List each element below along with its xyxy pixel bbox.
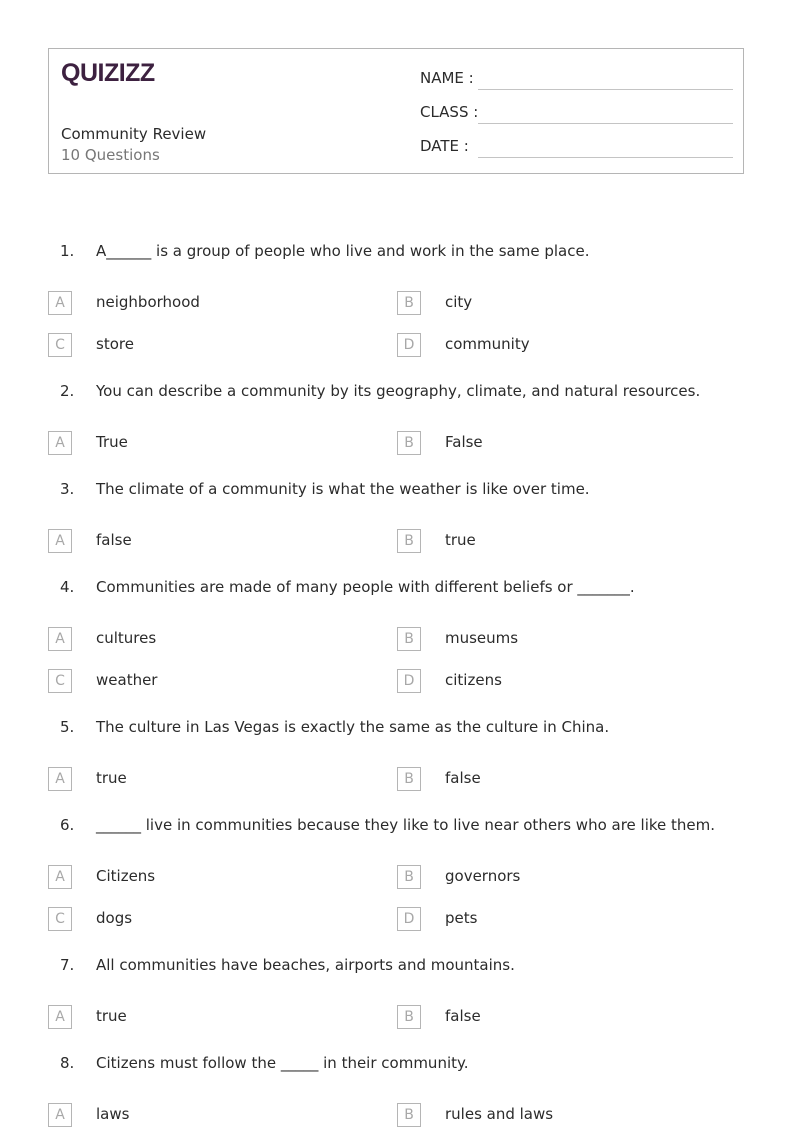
option-letter-box: B <box>397 1005 421 1029</box>
option-text: false <box>445 1007 481 1025</box>
option-letter-box: D <box>397 333 421 357</box>
option-letter-box: D <box>397 907 421 931</box>
question-text: The climate of a community is what the weather is like over time. <box>96 480 590 498</box>
option-letter-box: B <box>397 529 421 553</box>
option-text: governors <box>445 867 521 885</box>
question-text: Communities are made of many people with different beliefs or _______. <box>96 578 635 596</box>
option-text: True <box>96 433 128 451</box>
option-letter-box: C <box>48 907 72 931</box>
option-letter-box: A <box>48 1103 72 1127</box>
option-letter-box: A <box>48 1005 72 1029</box>
option-letter-box: A <box>48 529 72 553</box>
question-number: 5. <box>60 718 75 736</box>
option-text: cultures <box>96 629 157 647</box>
option-text: community <box>445 335 530 353</box>
option-letter-box: B <box>397 627 421 651</box>
date-field[interactable] <box>478 157 733 158</box>
option-letter-box: B <box>397 865 421 889</box>
question-number: 1. <box>60 242 75 260</box>
question-text: All communities have beaches, airports and mountains. <box>96 956 515 974</box>
option-text: pets <box>445 909 478 927</box>
class-field[interactable] <box>478 123 733 124</box>
question-number: 3. <box>60 480 75 498</box>
option-letter-box: C <box>48 333 72 357</box>
option-letter-box: B <box>397 1103 421 1127</box>
option-text: museums <box>445 629 519 647</box>
option-letter-box: A <box>48 767 72 791</box>
option-text: city <box>445 293 473 311</box>
option-text: rules and laws <box>445 1105 554 1123</box>
option-letter-box: C <box>48 669 72 693</box>
option-letter-box: A <box>48 431 72 455</box>
question-number: 2. <box>60 382 75 400</box>
option-text: dogs <box>96 909 133 927</box>
option-letter-box: B <box>397 767 421 791</box>
worksheet-title: Community Review <box>61 125 207 143</box>
question-text: A______ is a group of people who live and work in the same place. <box>96 242 590 260</box>
option-text: weather <box>96 671 158 689</box>
option-text: store <box>96 335 134 353</box>
option-text: Citizens <box>96 867 156 885</box>
question-number: 7. <box>60 956 75 974</box>
option-text: laws <box>96 1105 130 1123</box>
option-letter-box: B <box>397 431 421 455</box>
option-text: citizens <box>445 671 502 689</box>
date-label: DATE : <box>420 137 469 155</box>
option-letter-box: B <box>397 291 421 315</box>
option-text: neighborhood <box>96 293 200 311</box>
worksheet-header <box>48 48 744 174</box>
option-text: false <box>96 531 132 549</box>
option-text: False <box>445 433 483 451</box>
question-text: Citizens must follow the _____ in their community. <box>96 1054 469 1072</box>
option-text: true <box>96 769 127 787</box>
option-text: true <box>96 1007 127 1025</box>
option-letter-box: A <box>48 627 72 651</box>
question-number: 4. <box>60 578 75 596</box>
class-label: CLASS : <box>420 103 479 121</box>
question-count: 10 Questions <box>61 146 160 164</box>
option-letter-box: A <box>48 291 72 315</box>
question-number: 6. <box>60 816 75 834</box>
name-field[interactable] <box>478 89 733 90</box>
quizizz-logo: QUIZIZZ <box>61 59 155 87</box>
question-text: You can describe a community by its geography, climate, and natural resources. <box>96 382 701 400</box>
name-label: NAME : <box>420 69 474 87</box>
option-text: false <box>445 769 481 787</box>
question-number: 8. <box>60 1054 75 1072</box>
question-text: The culture in Las Vegas is exactly the same as the culture in China. <box>96 718 610 736</box>
option-letter-box: D <box>397 669 421 693</box>
question-text: ______ live in communities because they like to live near others who are like them. <box>96 816 716 834</box>
option-letter-box: A <box>48 865 72 889</box>
option-text: true <box>445 531 476 549</box>
